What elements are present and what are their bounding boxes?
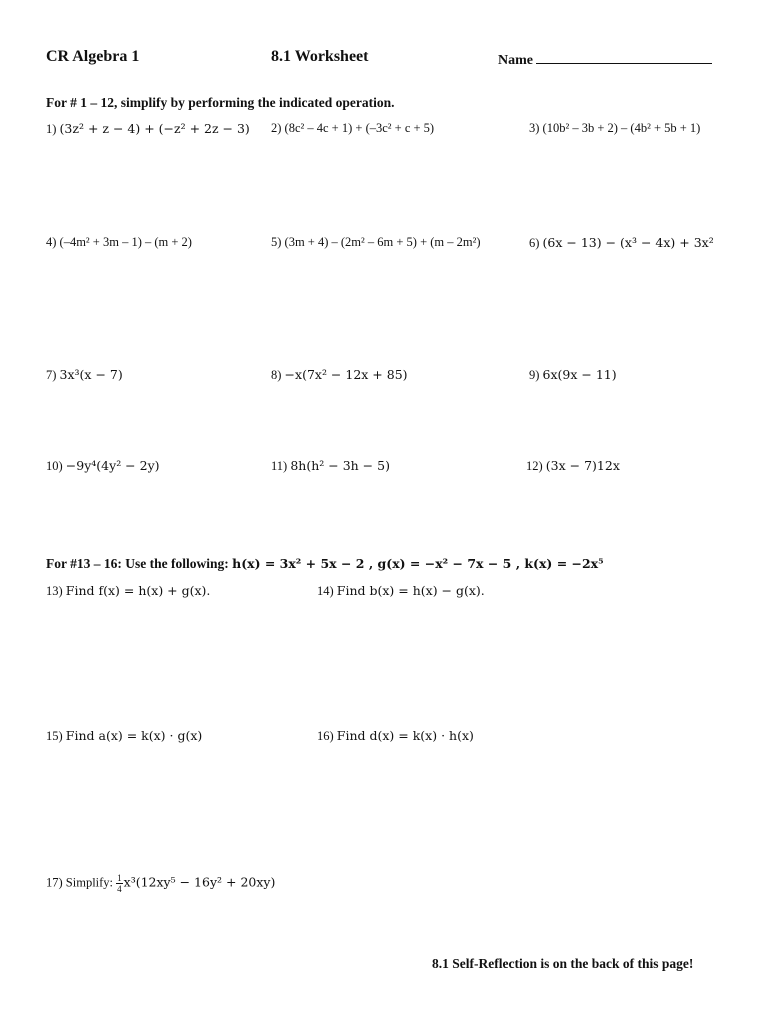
problem-number: 2) [271,121,282,135]
problem-number: 17) [46,875,63,890]
problem-expression: −9y⁴(4y² − 2y) [65,458,160,473]
course-title: CR Algebra 1 [46,48,140,65]
footer-note: 8.1 Self-Reflection is on the back of this page! [432,956,694,971]
problem-16 [317,728,474,744]
problem-expression: (6x − 13) − (x³ − 4x) + 3x² [542,235,714,250]
problem-expression: Find f(x) = h(x) + g(x). [65,583,211,598]
problem-expression: Find d(x) = k(x) · h(x) [336,728,474,743]
problem-number: 8) [271,368,282,382]
problem-number: 5) [271,235,282,249]
problem-number: 13) [46,584,63,598]
fraction-numerator: 1 [117,873,122,883]
problem-number: 14) [317,584,334,598]
problem-expression: 6x(9x − 11) [542,367,617,382]
problem-expression: (3m + 4) – (2m² – 6m + 5) + (m – 2m²) [284,235,481,249]
section2-instructions [46,556,604,572]
problem-15 [46,728,202,744]
problem-6 [529,235,714,251]
problem-17 [46,873,275,894]
problem-expression: −x(7x² − 12x + 85) [284,367,408,382]
problem-number: 1) [46,122,57,136]
problem-number: 7) [46,368,57,382]
problem-11 [271,458,390,474]
problem-2 [271,121,434,136]
problem-expression: x³(12xy⁵ − 16y² + 20xy) [123,874,276,890]
problem-7 [46,367,123,383]
problem-expression: (3x − 7)12x [545,458,620,473]
problem-expression: (10b² – 3b + 2) – (4b² + 5b + 1) [542,121,701,135]
problem-3 [529,121,700,136]
problem-14 [317,583,485,599]
problem-expression: 3x³(x − 7) [59,367,123,382]
fraction-denominator: 4 [117,884,122,894]
name-field [498,49,712,69]
name-label: Name [498,53,533,68]
problem-expression: (–4m² + 3m – 1) – (m + 2) [59,235,192,249]
problem-number: 10) [46,459,63,473]
problem-13 [46,583,210,599]
problem-number: 15) [46,729,63,743]
problem-12 [526,458,620,474]
problem-9 [529,367,617,383]
problem-expression: (3z² + z − 4) + (−z² + 2z − 3) [59,121,250,136]
problem-number: 9) [529,368,540,382]
problem-expression: (8c² – 4c + 1) + (–3c² + c + 5) [284,121,435,135]
section1-instructions: For # 1 – 12, simplify by performing the indicated operation. [46,95,395,110]
problem-expression: Find b(x) = h(x) − g(x). [336,583,485,598]
problem-4 [46,235,192,250]
problem-number: 12) [526,459,543,473]
fraction-one-fourth [116,873,123,894]
problem-8 [271,367,408,383]
problem-number: 11) [271,459,288,473]
problem-expression: 8h(h² − 3h − 5) [290,458,390,473]
problem-number: 3) [529,121,540,135]
function-definitions: h(x) = 3x² + 5x − 2 , g(x) = −x² − 7x − 5 , k(x) = −2x⁵ [232,556,604,571]
problem-expression: Find a(x) = k(x) · g(x) [65,728,203,743]
problem-5 [271,235,481,250]
problem-10 [46,458,160,474]
problem-1 [46,121,250,137]
simplify-label: Simplify: [65,875,114,890]
problem-number: 6) [529,236,540,250]
section2-instructions-prefix: For #13 – 16: Use the following: [46,556,229,571]
name-blank-line [536,49,712,64]
worksheet-title: 8.1 Worksheet [271,48,369,65]
problem-number: 16) [317,729,334,743]
problem-number: 4) [46,235,57,249]
